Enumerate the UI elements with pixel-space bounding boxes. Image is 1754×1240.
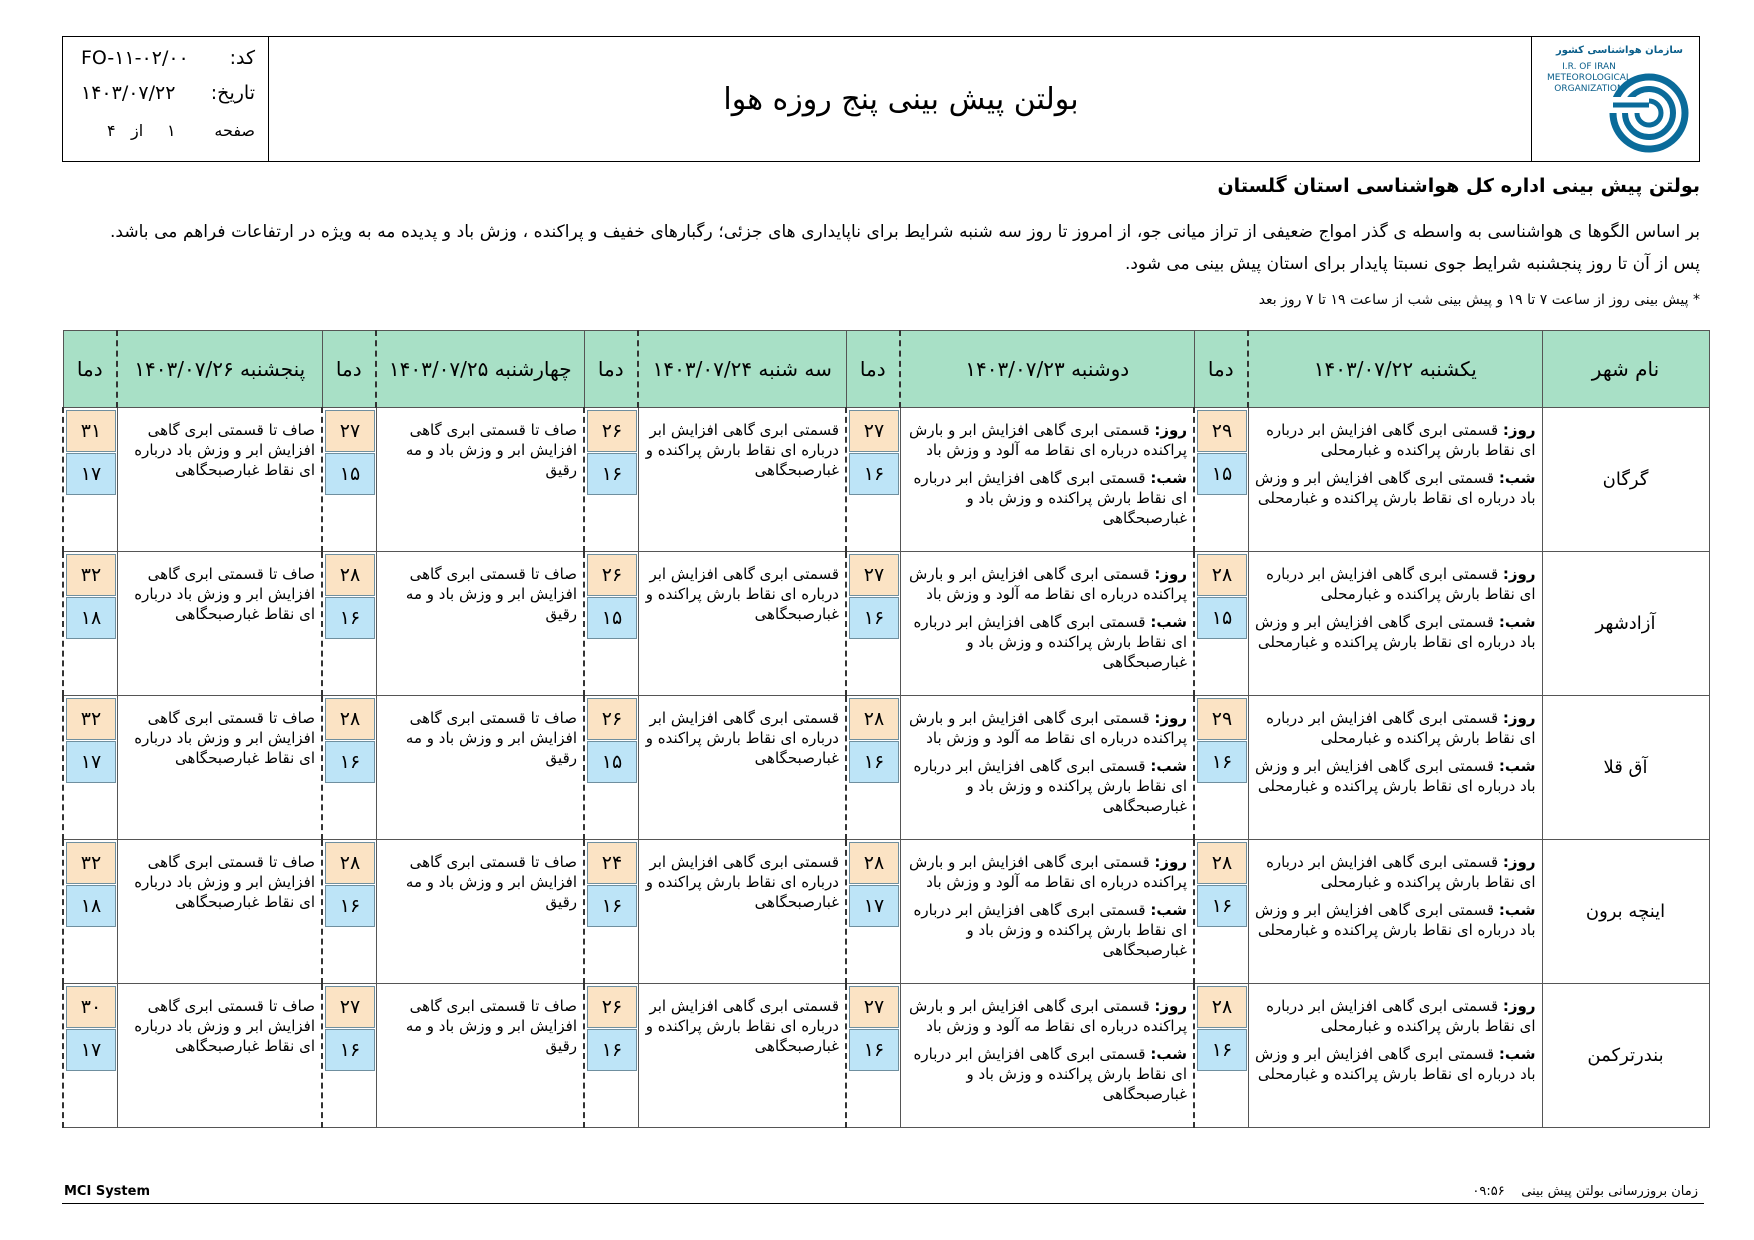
day-text: قسمتی ابری گاهی افزایش ابر درباره ای نقاط بارش پراکنده و غبارمحلی <box>1266 709 1536 747</box>
forecast-text: صاف تا قسمتی ابری گاهی افزایش ابر و وزش باد و مه رقیق <box>405 565 577 623</box>
temp-header-4: دما <box>322 331 376 408</box>
forecast-cell <box>1248 408 1542 552</box>
min-temp: ۱۶ <box>1197 741 1247 783</box>
min-temp: ۱۶ <box>849 741 899 783</box>
temp-cell <box>846 408 900 552</box>
day-text: قسمتی ابری گاهی افزایش ابر درباره ای نقاط بارش پراکنده و غبارمحلی <box>1266 565 1536 603</box>
min-temp: ۱۶ <box>1197 885 1247 927</box>
day-forecast <box>1255 564 1536 604</box>
day-forecast <box>1255 708 1536 748</box>
temp-cell <box>584 552 638 696</box>
forecast-cell <box>1248 696 1542 840</box>
night-forecast <box>907 612 1188 672</box>
forecast-text: صاف تا قسمتی ابری گاهی افزایش ابر و وزش باد درباره ای نقاط غبارصبحگاهی <box>134 565 315 623</box>
document-title: بولتن پیش بینی پنج روزه هوا <box>723 81 1079 117</box>
night-forecast <box>907 900 1188 960</box>
day-text: قسمتی ابری گاهی افزایش ابر درباره ای نقاط بارش پراکنده و غبارمحلی <box>1266 421 1536 459</box>
forecast-text: صاف تا قسمتی ابری گاهی افزایش ابر و وزش باد و مه رقیق <box>405 997 577 1055</box>
forecast-cell <box>376 840 584 984</box>
forecast-text: صاف تا قسمتی ابری گاهی افزایش ابر و وزش باد و مه رقیق <box>405 853 577 911</box>
forecast-text: قسمتی ابری گاهی افزایش ابر درباره ای نقاط بارش پراکنده و غبارصبحگاهی <box>645 853 839 911</box>
forecast-text: صاف تا قسمتی ابری گاهی افزایش ابر و وزش باد و مه رقیق <box>405 421 577 479</box>
night-label: شب: <box>1150 469 1187 487</box>
day-header-2: دوشنبه ۱۴۰۳/۰۷/۲۳ <box>900 331 1194 408</box>
night-label: شب: <box>1498 901 1536 919</box>
footer-update-time <box>1472 1184 1698 1199</box>
logo-text: I.R. OF IRAN METEOROLOGICAL ORGANIZATION <box>1547 62 1631 94</box>
temp-header-5: دما <box>63 331 117 408</box>
forecast-cell <box>900 696 1194 840</box>
max-temp: ۲۸ <box>1197 554 1247 596</box>
min-temp: ۱۶ <box>849 597 899 639</box>
logo-spiral-icon <box>1609 57 1689 153</box>
temp-cell <box>322 408 376 552</box>
bulletin-title: بولتن پیش بینی اداره کل هواشناسی استان گلستان <box>1217 175 1700 197</box>
forecast-cell <box>117 552 322 696</box>
forecast-cell <box>1248 984 1542 1128</box>
night-label: شب: <box>1150 757 1187 775</box>
temp-cell <box>1194 840 1248 984</box>
page-total: ۴ <box>107 121 116 140</box>
day-header-3: سه شنبه ۱۴۰۳/۰۷/۲۴ <box>638 331 846 408</box>
night-forecast <box>907 1044 1188 1104</box>
day-text: قسمتی ابری گاهی افزایش ابر درباره ای نقاط بارش پراکنده و غبارمحلی <box>1266 853 1536 891</box>
night-label: شب: <box>1498 757 1536 775</box>
day-text: قسمتی ابری گاهی افزایش ابر و بارش پراکنده درباره ای نقاط مه آلود و وزش باد <box>909 853 1187 891</box>
logo-name: سازمان هواشناسی کشور <box>1555 45 1683 56</box>
footer-update-value: ۰۹:۵۶ <box>1472 1184 1505 1199</box>
temp-cell <box>1194 552 1248 696</box>
max-temp: ۲۷ <box>849 986 899 1028</box>
forecast-cell <box>900 840 1194 984</box>
forecast-cell <box>376 984 584 1128</box>
forecast-cell <box>1248 840 1542 984</box>
night-text: قسمتی ابری گاهی افزایش ابر و وزش باد درباره ای نقاط بارش پراکنده و غبارمحلی <box>1254 613 1536 651</box>
forecast-text: صاف تا قسمتی ابری گاهی افزایش ابر و وزش باد درباره ای نقاط غبارصبحگاهی <box>134 709 315 767</box>
forecast-cell <box>638 696 846 840</box>
day-label: روز: <box>1154 565 1187 583</box>
min-temp: ۱۷ <box>849 885 899 927</box>
temp-cell <box>846 696 900 840</box>
day-text: قسمتی ابری گاهی افزایش ابر و بارش پراکنده درباره ای نقاط مه آلود و وزش باد <box>909 565 1187 603</box>
forecast-cell <box>638 552 846 696</box>
min-temp: ۱۵ <box>1197 597 1247 639</box>
night-text: قسمتی ابری گاهی افزایش ابر درباره ای نقاط بارش پراکنده و وزش باد و غبارصبحگاهی <box>913 469 1187 527</box>
day-forecast <box>907 708 1188 748</box>
day-label: روز: <box>1154 997 1187 1015</box>
min-temp: ۱۶ <box>325 1029 375 1071</box>
day-forecast <box>907 852 1188 892</box>
intro-paragraph: بر اساس الگوها ی هواشناسی به واسطه ی گذر امواج ضعیفی از تراز میانی جو، از امروز تا روز سه شنبه شرایط برای ناپایداری های جزئی؛ رگبارهای خفیف و پراکنده ، وزش باد و پدیده مه به ویژه در ارتفاعات فراهم می باشد. پس از آن تا روز پنجشنبه شرایط جوی نسبتا پایدار برای استان پیش بینی می شود. <box>110 222 1700 274</box>
day-forecast <box>907 564 1188 604</box>
city-name: آق قلا <box>1542 696 1709 840</box>
night-forecast <box>1255 612 1536 652</box>
forecast-cell <box>376 696 584 840</box>
max-temp: ۲۷ <box>849 410 899 452</box>
day-header-5: پنجشنبه ۱۴۰۳/۰۷/۲۶ <box>117 331 322 408</box>
forecast-table <box>62 330 1710 1128</box>
forecast-text: قسمتی ابری گاهی افزایش ابر درباره ای نقاط بارش پراکنده و غبارصبحگاهی <box>645 421 839 479</box>
night-text: قسمتی ابری گاهی افزایش ابر درباره ای نقاط بارش پراکنده و وزش باد و غبارصبحگاهی <box>913 613 1187 671</box>
forecast-cell <box>117 696 322 840</box>
table-row <box>63 840 1709 984</box>
night-forecast <box>907 756 1188 816</box>
forecast-cell <box>900 552 1194 696</box>
forecast-cell <box>638 984 846 1128</box>
day-label: روز: <box>1502 565 1536 583</box>
footer-system: MCI System <box>64 1184 150 1199</box>
night-label: شب: <box>1150 1045 1187 1063</box>
temp-cell <box>584 408 638 552</box>
max-temp: ۲۸ <box>1197 842 1247 884</box>
min-temp: ۱۶ <box>849 1029 899 1071</box>
max-temp: ۲۶ <box>587 410 637 452</box>
table-row <box>63 408 1709 552</box>
min-temp: ۱۶ <box>1197 1029 1247 1071</box>
forecast-text: صاف تا قسمتی ابری گاهی افزایش ابر و وزش باد و مه رقیق <box>405 709 577 767</box>
day-text: قسمتی ابری گاهی افزایش ابر و بارش پراکنده درباره ای نقاط مه آلود و وزش باد <box>909 709 1187 747</box>
max-temp: ۲۶ <box>587 986 637 1028</box>
max-temp: ۲۸ <box>849 842 899 884</box>
min-temp: ۱۶ <box>325 597 375 639</box>
temp-cell <box>584 696 638 840</box>
page-number: ۱ <box>167 121 176 140</box>
page-label: صفحه <box>214 121 255 140</box>
min-temp: ۱۶ <box>587 453 637 495</box>
max-temp: ۳۲ <box>66 842 116 884</box>
min-temp: ۱۷ <box>66 453 116 495</box>
max-temp: ۲۸ <box>325 842 375 884</box>
max-temp: ۲۸ <box>849 698 899 740</box>
day-forecast <box>1255 996 1536 1036</box>
table-header-row <box>63 331 1709 408</box>
temp-cell <box>322 840 376 984</box>
day-label: روز: <box>1154 853 1187 871</box>
day-forecast <box>1255 852 1536 892</box>
organization-logo <box>1531 37 1699 161</box>
night-forecast <box>1255 1044 1536 1084</box>
forecast-cell <box>376 408 584 552</box>
min-temp: ۱۶ <box>587 1029 637 1071</box>
night-text: قسمتی ابری گاهی افزایش ابر و وزش باد درباره ای نقاط بارش پراکنده و غبارمحلی <box>1254 901 1536 939</box>
night-label: شب: <box>1498 469 1536 487</box>
day-header-1: یکشنبه ۱۴۰۳/۰۷/۲۲ <box>1248 331 1542 408</box>
temp-cell <box>322 552 376 696</box>
forecast-cell <box>900 408 1194 552</box>
forecast-text: صاف تا قسمتی ابری گاهی افزایش ابر و وزش باد درباره ای نقاط غبارصبحگاهی <box>134 853 315 911</box>
night-label: شب: <box>1150 613 1187 631</box>
day-label: روز: <box>1502 853 1536 871</box>
day-header-4: چهارشنبه ۱۴۰۳/۰۷/۲۵ <box>376 331 584 408</box>
day-label: روز: <box>1502 709 1536 727</box>
day-label: روز: <box>1502 421 1536 439</box>
max-temp: ۳۰ <box>66 986 116 1028</box>
max-temp: ۲۸ <box>325 698 375 740</box>
night-text: قسمتی ابری گاهی افزایش ابر درباره ای نقاط بارش پراکنده و وزش باد و غبارصبحگاهی <box>913 901 1187 959</box>
day-text: قسمتی ابری گاهی افزایش ابر درباره ای نقاط بارش پراکنده و غبارمحلی <box>1266 997 1536 1035</box>
forecast-note: * پیش بینی روز از ساعت ۷ تا ۱۹ و پیش بینی شب از ساعت ۱۹ تا ۷ روز بعد <box>1258 292 1700 308</box>
min-temp: ۱۵ <box>587 741 637 783</box>
day-forecast <box>907 420 1188 460</box>
forecast-cell <box>117 984 322 1128</box>
min-temp: ۱۵ <box>325 453 375 495</box>
temp-cell <box>1194 696 1248 840</box>
city-name: اینچه برون <box>1542 840 1709 984</box>
temp-cell <box>63 840 117 984</box>
night-text: قسمتی ابری گاهی افزایش ابر درباره ای نقاط بارش پراکنده و وزش باد و غبارصبحگاهی <box>913 757 1187 815</box>
temp-cell <box>63 984 117 1128</box>
temp-header-2: دما <box>846 331 900 408</box>
date-value: ۱۴۰۳/۰۷/۲۲ <box>81 82 176 104</box>
city-name: بندرترکمن <box>1542 984 1709 1128</box>
forecast-cell <box>900 984 1194 1128</box>
min-temp: ۱۶ <box>587 885 637 927</box>
day-text: قسمتی ابری گاهی افزایش ابر و بارش پراکنده درباره ای نقاط مه آلود و وزش باد <box>909 997 1187 1035</box>
temp-cell <box>322 696 376 840</box>
forecast-cell <box>117 840 322 984</box>
temp-cell <box>846 552 900 696</box>
forecast-text: صاف تا قسمتی ابری گاهی افزایش ابر و وزش باد درباره ای نقاط غبارصبحگاهی <box>134 997 315 1055</box>
table-row <box>63 552 1709 696</box>
max-temp: ۲۴ <box>587 842 637 884</box>
forecast-cell <box>638 840 846 984</box>
day-label: روز: <box>1154 709 1187 727</box>
code-value: FO-۱۱-۰۲/۰۰ <box>81 47 189 69</box>
night-text: قسمتی ابری گاهی افزایش ابر درباره ای نقاط بارش پراکنده و وزش باد و غبارصبحگاهی <box>913 1045 1187 1103</box>
temp-cell <box>584 984 638 1128</box>
min-temp: ۱۸ <box>66 597 116 639</box>
temp-cell <box>846 840 900 984</box>
day-label: روز: <box>1502 997 1536 1015</box>
night-forecast <box>1255 468 1536 508</box>
temp-cell <box>1194 984 1248 1128</box>
forecast-text: صاف تا قسمتی ابری گاهی افزایش ابر و وزش باد درباره ای نقاط غبارصبحگاهی <box>134 421 315 479</box>
document-meta <box>63 37 269 161</box>
city-header: نام شهر <box>1542 331 1709 408</box>
temp-cell <box>63 552 117 696</box>
temp-cell <box>322 984 376 1128</box>
max-temp: ۲۸ <box>325 554 375 596</box>
max-temp: ۳۲ <box>66 698 116 740</box>
night-label: شب: <box>1498 613 1536 631</box>
day-forecast <box>1255 420 1536 460</box>
temp-cell <box>63 696 117 840</box>
forecast-text: قسمتی ابری گاهی افزایش ابر درباره ای نقاط بارش پراکنده و غبارصبحگاهی <box>645 565 839 623</box>
day-text: قسمتی ابری گاهی افزایش ابر و بارش پراکنده درباره ای نقاط مه آلود و وزش باد <box>909 421 1187 459</box>
min-temp: ۱۷ <box>66 741 116 783</box>
page-row <box>63 121 269 151</box>
temp-header-1: دما <box>1194 331 1248 408</box>
table-row <box>63 984 1709 1128</box>
night-forecast <box>907 468 1188 528</box>
forecast-cell <box>638 408 846 552</box>
footer-divider <box>62 1203 1704 1204</box>
min-temp: ۱۵ <box>1197 453 1247 495</box>
document-header <box>62 36 1700 162</box>
footer-update-label: زمان بروزرسانی بولتن پیش بینی <box>1521 1184 1698 1199</box>
max-temp: ۳۱ <box>66 410 116 452</box>
night-text: قسمتی ابری گاهی افزایش ابر و وزش باد درباره ای نقاط بارش پراکنده و غبارمحلی <box>1254 757 1536 795</box>
max-temp: ۲۷ <box>849 554 899 596</box>
temp-cell <box>584 840 638 984</box>
max-temp: ۲۸ <box>1197 986 1247 1028</box>
city-name: آزادشهر <box>1542 552 1709 696</box>
temp-cell <box>63 408 117 552</box>
temp-cell <box>846 984 900 1128</box>
max-temp: ۲۷ <box>325 410 375 452</box>
forecast-cell <box>1248 552 1542 696</box>
temp-cell <box>1194 408 1248 552</box>
night-label: شب: <box>1498 1045 1536 1063</box>
day-forecast <box>907 996 1188 1036</box>
date-label: تاریخ: <box>210 82 255 104</box>
night-text: قسمتی ابری گاهی افزایش ابر و وزش باد درباره ای نقاط بارش پراکنده و غبارمحلی <box>1254 1045 1536 1083</box>
temp-header-3: دما <box>584 331 638 408</box>
min-temp: ۱۶ <box>325 885 375 927</box>
max-temp: ۲۶ <box>587 698 637 740</box>
forecast-cell <box>376 552 584 696</box>
min-temp: ۱۶ <box>849 453 899 495</box>
forecast-text: قسمتی ابری گاهی افزایش ابر درباره ای نقاط بارش پراکنده و غبارصبحگاهی <box>645 709 839 767</box>
page-of: از <box>131 121 144 140</box>
forecast-text: قسمتی ابری گاهی افزایش ابر درباره ای نقاط بارش پراکنده و غبارصبحگاهی <box>645 997 839 1055</box>
max-temp: ۲۹ <box>1197 410 1247 452</box>
night-label: شب: <box>1150 901 1187 919</box>
code-label: کد: <box>229 47 255 69</box>
min-temp: ۱۸ <box>66 885 116 927</box>
night-forecast <box>1255 756 1536 796</box>
min-temp: ۱۵ <box>587 597 637 639</box>
night-forecast <box>1255 900 1536 940</box>
max-temp: ۲۶ <box>587 554 637 596</box>
min-temp: ۱۶ <box>325 741 375 783</box>
max-temp: ۲۷ <box>325 986 375 1028</box>
max-temp: ۲۹ <box>1197 698 1247 740</box>
code-row <box>63 47 269 77</box>
city-name: گرگان <box>1542 408 1709 552</box>
min-temp: ۱۷ <box>66 1029 116 1071</box>
table-row <box>63 696 1709 840</box>
night-text: قسمتی ابری گاهی افزایش ابر و وزش باد درباره ای نقاط بارش پراکنده و غبارمحلی <box>1254 469 1536 507</box>
date-row <box>63 82 269 112</box>
max-temp: ۳۲ <box>66 554 116 596</box>
day-label: روز: <box>1154 421 1187 439</box>
forecast-cell <box>117 408 322 552</box>
